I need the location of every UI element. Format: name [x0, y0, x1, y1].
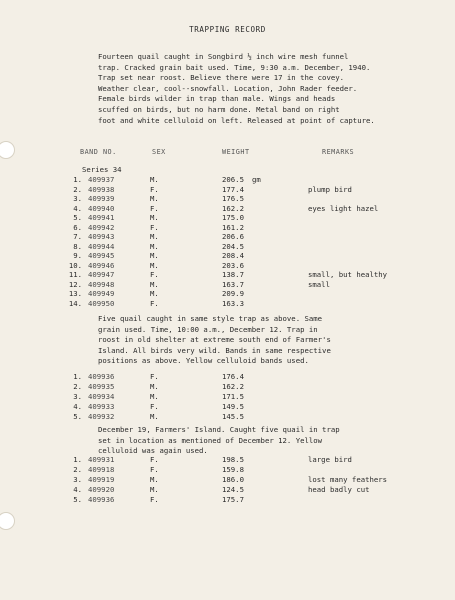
row-number: 2. [73, 184, 82, 194]
band-number: 409949 [88, 289, 115, 298]
binder-hole-top [0, 141, 15, 159]
sex-cell: F. [150, 298, 159, 308]
remarks-cell: lost many feathers [308, 474, 388, 484]
table-row [0, 299, 455, 310]
band-number: 409918 [88, 464, 115, 474]
weight-cell: 176.4 [222, 372, 244, 381]
sex-cell: M. [150, 194, 159, 203]
row-number: 11. [68, 270, 82, 279]
remarks-cell: small [308, 279, 330, 289]
row-number: 1. [73, 372, 82, 381]
weight-cell: 171.5 [222, 391, 244, 401]
paragraph-line: positions as above. Yellow celluloid bands used. [98, 356, 309, 366]
band-number: 409936 [88, 372, 115, 381]
row-number: 14. [68, 298, 82, 308]
remarks-cell: head badly cut [308, 484, 370, 494]
paragraph-line: Female birds wilder in trap than male. Wings and heads [98, 94, 336, 104]
second-paragraph [98, 314, 331, 367]
weight-cell: 206.6 [222, 232, 244, 241]
sex-cell: M. [150, 260, 159, 270]
row-number: 2. [73, 464, 82, 474]
sex-cell: M. [150, 411, 159, 421]
weight-cell: 162.2 [222, 381, 244, 391]
band-number: 409947 [88, 270, 115, 279]
paragraph-line: trap. Cracked grain bait used. Time, 9:30 a.m. December, 1940. [98, 62, 371, 72]
intro-paragraph [98, 52, 375, 126]
table-row [0, 495, 455, 506]
remarks-cell: large bird [308, 455, 352, 464]
weight-cell: 204.5 [222, 241, 244, 251]
band-number: 409931 [88, 455, 115, 464]
row-number: 3. [73, 194, 82, 203]
binder-hole-bottom [0, 512, 15, 530]
row-number: 9. [73, 251, 82, 260]
weight-cell: 163.7 [222, 279, 244, 289]
sex-cell: M. [150, 213, 159, 222]
row-number: 5. [73, 411, 82, 421]
remarks-cell: eyes light hazel [308, 203, 379, 213]
band-number: 409941 [88, 213, 115, 222]
weight-cell: 161.2 [222, 222, 244, 232]
third-paragraph [98, 425, 340, 457]
sex-cell: M. [150, 289, 159, 298]
paragraph-line: foot and white celluloid on left. Released at point of capture. [98, 115, 375, 125]
paragraph-line: celluloid was again used. [98, 446, 208, 456]
band-number: 409940 [88, 203, 115, 213]
paragraph-line: roost in old shelter at extreme south end of Farmer's [98, 335, 331, 345]
remarks-cell: plump bird [308, 184, 352, 194]
sex-cell: M. [150, 251, 159, 260]
band-number: 409919 [88, 474, 115, 484]
band-number: 409936 [88, 494, 115, 504]
sex-cell: F. [150, 464, 159, 474]
sex-cell: F. [150, 184, 159, 194]
row-number: 12. [68, 279, 82, 289]
sex-cell: M. [150, 241, 159, 251]
row-number: 4. [73, 203, 82, 213]
band-number: 409943 [88, 232, 115, 241]
document-title: TRAPPING RECORD [189, 25, 266, 34]
sex-cell: M. [150, 175, 159, 184]
sex-cell: F. [150, 455, 159, 464]
paragraph-line: grain used. Time, 10:00 a.m., December 12. Trap in [98, 324, 318, 334]
row-number: 6. [73, 222, 82, 232]
weight-cell: 186.0 [222, 474, 244, 484]
sex-cell: M. [150, 279, 159, 289]
sex-cell: F. [150, 222, 159, 232]
paragraph-line: Five quail caught in same style trap as above. Same [98, 314, 323, 323]
weight-cell: 203.6 [222, 260, 244, 270]
paragraph-line: Weather clear, cool--snowfall. Location, John Rader feeder. [98, 83, 358, 93]
weight-cell: 162.2 [222, 203, 244, 213]
paragraph-line: Island. All birds very wild. Bands in same respective [98, 345, 331, 355]
sex-cell: M. [150, 391, 159, 401]
weight-cell: 149.5 [222, 401, 244, 411]
table-row [0, 412, 455, 423]
row-number: 7. [73, 232, 82, 241]
sex-cell: M. [150, 381, 159, 391]
band-number: 409948 [88, 279, 115, 289]
band-number: 409933 [88, 401, 115, 411]
band-number: 409945 [88, 251, 115, 260]
weight-cell: 206.5 [222, 175, 244, 184]
paragraph-line: scuffed on birds, but no harm done. Metal band on right [98, 104, 340, 114]
weight-cell: 208.4 [222, 251, 244, 260]
sex-cell: F. [150, 270, 159, 279]
band-number: 409944 [88, 241, 115, 251]
weight-unit: gm [252, 175, 261, 184]
paragraph-line: Fourteen quail caught in Songbird ½ inch wire mesh funnel [98, 52, 349, 61]
weight-cell: 145.5 [222, 411, 244, 421]
sex-cell: F. [150, 494, 159, 504]
row-number: 8. [73, 241, 82, 251]
paragraph-line: Trap set near roost. Believe there were 17 in the covey. [98, 73, 345, 83]
weight-cell: 209.9 [222, 289, 244, 298]
row-number: 3. [73, 391, 82, 401]
row-number: 4. [73, 401, 82, 411]
weight-cell: 176.5 [222, 194, 244, 203]
sex-cell: M. [150, 232, 159, 241]
weight-cell: 175.7 [222, 494, 244, 504]
sex-cell: M. [150, 484, 159, 494]
header-weight: WEIGHT [222, 148, 250, 156]
row-number: 5. [73, 494, 82, 504]
weight-cell: 177.4 [222, 184, 244, 194]
header-band-no: BAND NO. [80, 148, 117, 156]
sex-cell: F. [150, 401, 159, 411]
band-number: 409937 [88, 175, 115, 184]
header-remarks: REMARKS [322, 148, 355, 156]
paragraph-line: December 19, Farmers' Island. Caught five quail in trap [98, 425, 340, 434]
weight-cell: 198.5 [222, 455, 244, 464]
weight-cell: 175.0 [222, 213, 244, 222]
sex-cell: M. [150, 474, 159, 484]
band-number: 409946 [88, 260, 115, 270]
band-number: 409934 [88, 391, 115, 401]
row-number: 1. [73, 175, 82, 184]
band-number: 409938 [88, 184, 115, 194]
weight-cell: 159.8 [222, 464, 244, 474]
band-number: 409950 [88, 298, 115, 308]
band-number: 409932 [88, 411, 115, 421]
band-number: 409935 [88, 381, 115, 391]
remarks-cell: small, but healthy [308, 270, 388, 279]
row-number: 13. [68, 289, 82, 298]
band-number: 409920 [88, 484, 115, 494]
weight-cell: 138.7 [222, 270, 244, 279]
row-number: 4. [73, 484, 82, 494]
paragraph-line: set in location as mentioned of December 12. Yellow [98, 435, 323, 445]
row-number: 5. [73, 213, 82, 222]
header-sex: SEX [152, 148, 166, 156]
weight-cell: 124.5 [222, 484, 244, 494]
series-label: Series 34 [82, 165, 122, 174]
weight-cell: 163.3 [222, 298, 244, 308]
band-number: 409939 [88, 194, 115, 203]
row-number: 3. [73, 474, 82, 484]
sex-cell: F. [150, 203, 159, 213]
row-number: 1. [73, 455, 82, 464]
row-number: 2. [73, 381, 82, 391]
sex-cell: F. [150, 372, 159, 381]
band-number: 409942 [88, 222, 115, 232]
row-number: 10. [68, 260, 82, 270]
